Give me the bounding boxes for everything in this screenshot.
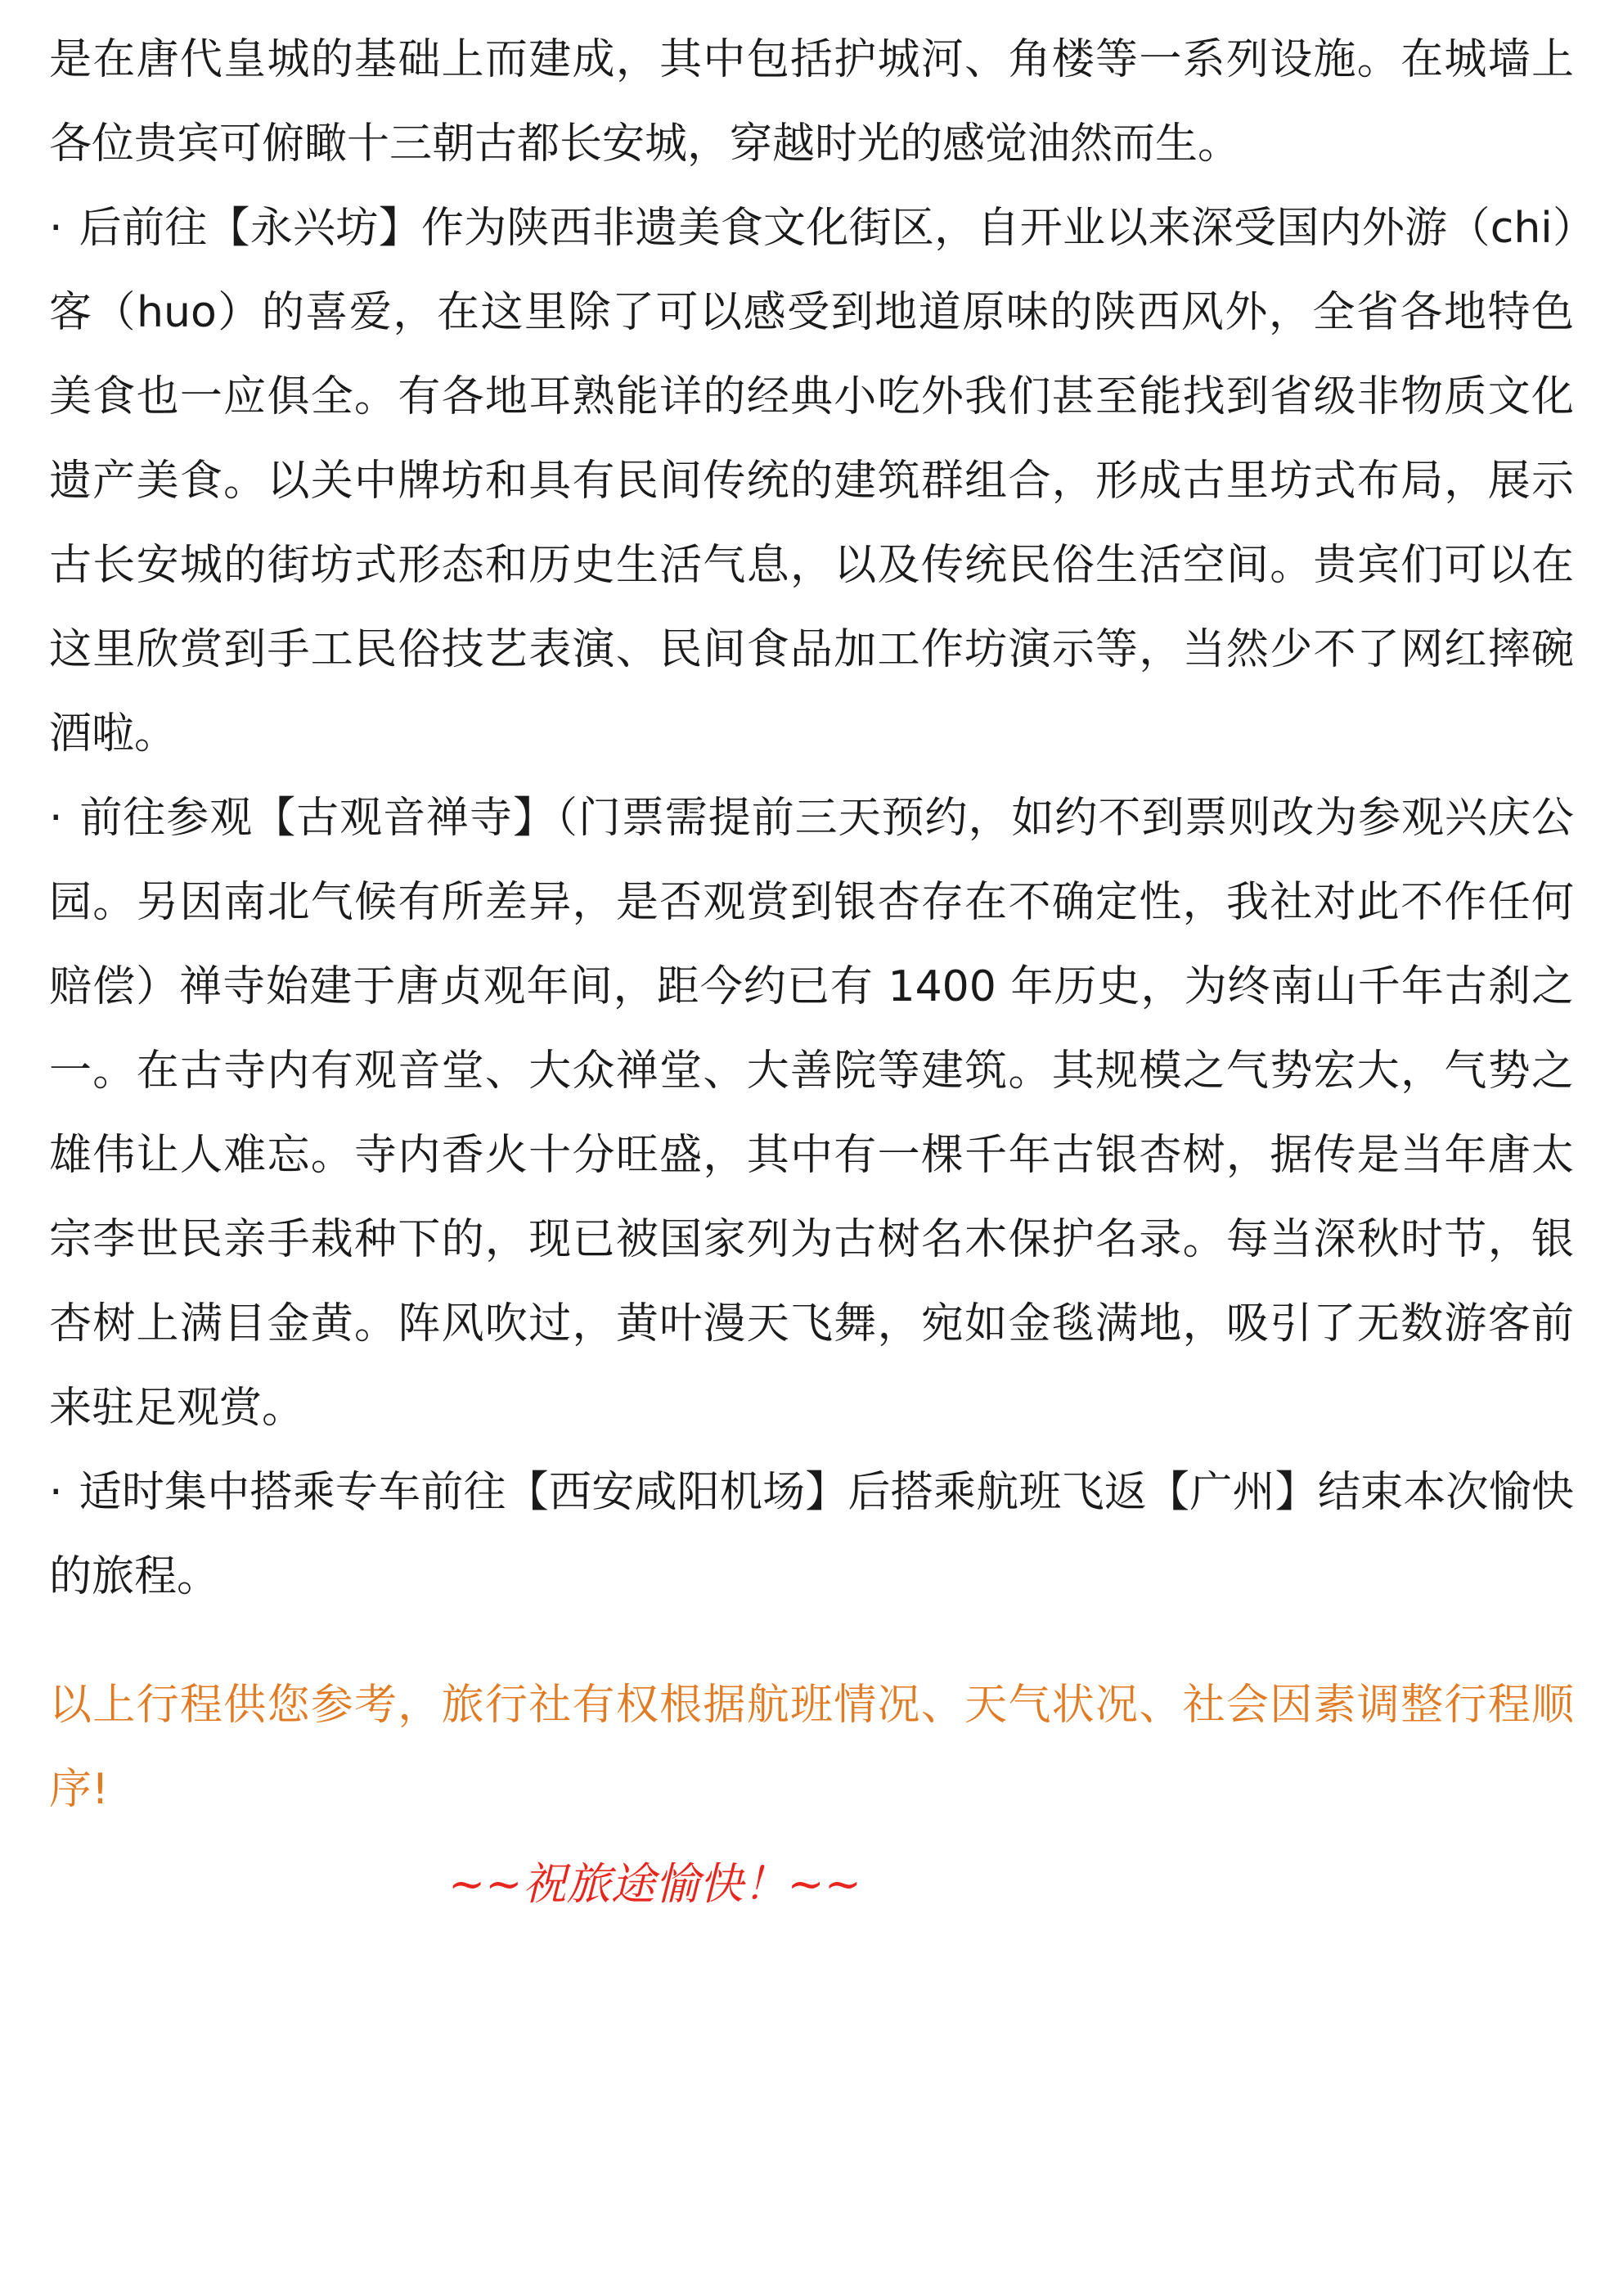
paragraph-return-flight <box>49 1451 1574 1619</box>
paragraph-text: 后前往【永兴坊】作为陕西非遗美食文化街区，自开业以来深受国内外游（chi）客（huo）的喜爱，在这里除了可以感受到地道原味的陕西风外，全省各地特色美食也一应俱全。有各地耳熟能详的经典小吃外我们甚至能找到省级非物质文化遗产美食。以关中牌坊和具有民间传统的建筑群组合，形成古里坊式布局，展示古长安城的街坊式形态和历史生活气息，以及传统民俗生活空间。贵宾们可以在这里欣赏到手工民俗技艺表演、民间食品加工作坊演示等，当然少不了网红摔碗酒啦。 <box>49 204 1574 759</box>
paragraph-guanyin-temple <box>49 777 1574 1451</box>
paragraph-text: 前往参观【古观音禅寺】（门票需提前三天预约，如约不到票则改为参观兴庆公园。另因南北气候有所差异，是否观赏到银杏存在不确定性，我社对此不作任何赔偿）禅寺始建于唐贞观年间，距今约已有 1400 年历史，为终南山千年古刹之一。在古寺内有观音堂、大众禅堂、大善院等建筑。其规模之气势宏大，气势之雄伟让人难忘。寺内香火十分旺盛，其中有一棵千年古银杏树，据传是当年唐太宗李世民亲手栽种下的，现已被国家列为古树名木保护名录。每当深秋时节，银杏树上满目金黄。阵风吹过，黄叶漫天飞舞，宛如金毯满地，吸引了无数游客前来驻足观赏。 <box>49 794 1574 1433</box>
itinerary-page <box>49 18 1574 1926</box>
paragraph-text: 是在唐代皇城的基础上而建成，其中包括护城河、角楼等一系列设施。在城墙上各位贵宾可俯瞰十三朝古都长安城，穿越时光的感觉油然而生。 <box>49 35 1574 169</box>
paragraph-text: 适时集中搭乘专车前往【西安咸阳机场】后搭乘航班飞返【广州】结束本次愉快的旅程。 <box>49 1468 1574 1601</box>
paragraph-yongxingfang <box>49 187 1574 777</box>
bullet-icon: · <box>49 1468 63 1517</box>
bullet-icon: · <box>49 204 63 253</box>
bullet-icon: · <box>49 794 63 843</box>
itinerary-notice: 以上行程供您参考，旅行社有权根据航班情况、天气状况、社会因素调整行程顺序! <box>49 1681 1574 1814</box>
paragraph-city-wall <box>49 18 1574 187</box>
farewell-message: ~~祝旅途愉快！~~ <box>448 1858 861 1910</box>
